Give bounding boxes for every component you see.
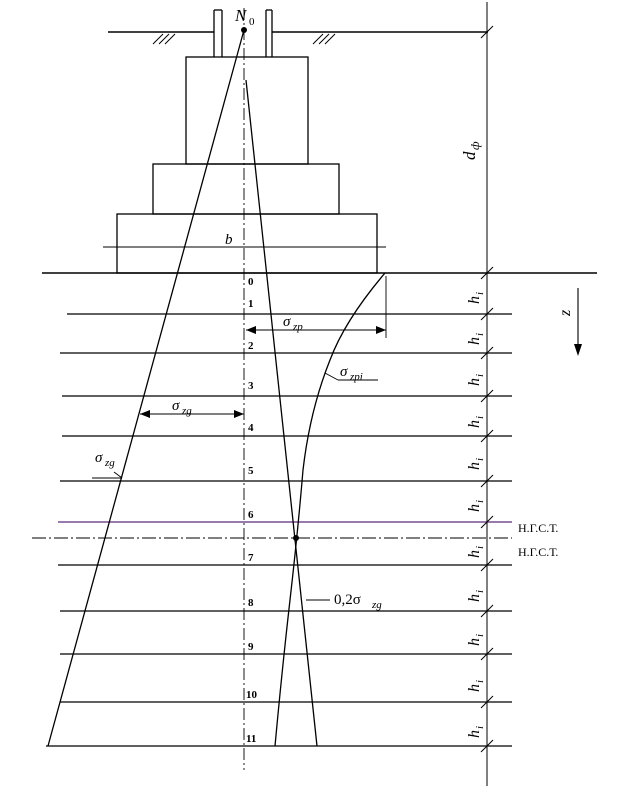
label-h-i-2 — [466, 333, 486, 345]
layer-number-7: 7 — [248, 552, 254, 564]
svg-text:h: h — [466, 594, 483, 602]
svg-text:h: h — [466, 462, 483, 470]
layer-number-10: 10 — [246, 689, 257, 701]
label-b: b — [225, 232, 233, 248]
sigma-zpi-leader — [325, 373, 338, 380]
label-groundwater-1: Н.Г.С.Т. — [518, 521, 559, 535]
label-h-i-5 — [466, 458, 486, 470]
label-h-i-11 — [466, 726, 486, 738]
svg-text:zpi: zpi — [350, 371, 363, 383]
layer-number-1: 1 — [248, 298, 254, 310]
layer-number-8: 8 — [248, 597, 254, 609]
svg-text:h: h — [466, 420, 483, 428]
svg-text:h: h — [466, 638, 483, 646]
svg-text:i: i — [474, 499, 486, 503]
sigma-zg-outer-line — [48, 30, 244, 746]
svg-text:h: h — [466, 296, 483, 304]
layer-number-6: 6 — [248, 509, 254, 521]
label-h-i-10 — [466, 680, 486, 692]
svg-text:i: i — [474, 332, 486, 336]
svg-text:zg: zg — [182, 405, 192, 417]
sigma-02zg-line — [246, 80, 317, 746]
label-h-i-8 — [466, 590, 486, 602]
foundation-step-3 — [117, 214, 377, 273]
layer-number-5: 5 — [248, 465, 254, 477]
label-02-sigma-zg: 0,2σ — [334, 592, 361, 608]
svg-text:i: i — [474, 291, 486, 295]
svg-text:h: h — [466, 378, 483, 386]
label-h-i-6 — [466, 500, 486, 512]
layer-number-4: 4 — [248, 422, 254, 434]
ground-hatching-right — [313, 34, 335, 44]
layer-boundaries — [46, 314, 512, 746]
label-h-i-1 — [466, 292, 486, 304]
label-h-i-7 — [466, 546, 486, 558]
svg-text:h: h — [466, 504, 483, 512]
label-sigma-zg-inner: σ — [172, 398, 180, 414]
label-h-i-9 — [466, 634, 486, 646]
label-h-i-3 — [466, 374, 486, 386]
svg-text:zg: zg — [372, 599, 382, 611]
svg-text:d: d — [460, 151, 479, 160]
svg-text:i: i — [474, 457, 486, 461]
svg-text:0: 0 — [249, 16, 255, 28]
label-sigma-zp: σ — [283, 314, 291, 330]
intersection-point — [293, 535, 299, 541]
label-h-i-4 — [466, 416, 486, 428]
label-groundwater-2: Н.Г.С.Т. — [518, 545, 559, 559]
layer-number-11: 11 — [246, 733, 257, 745]
svg-text:i: i — [474, 679, 486, 683]
layer-number-2: 2 — [248, 340, 254, 352]
svg-text:i: i — [474, 725, 486, 729]
svg-text:zg: zg — [105, 457, 115, 469]
layer-number-9: 9 — [248, 641, 254, 653]
svg-text:i: i — [474, 633, 486, 637]
foundation-step-2 — [153, 164, 339, 214]
svg-text:i: i — [474, 373, 486, 377]
foundation-step-1 — [186, 57, 308, 164]
label-n0: N — [235, 6, 247, 25]
layer-number-3: 3 — [248, 380, 254, 392]
svg-text:ф: ф — [468, 141, 482, 150]
svg-text:i: i — [474, 415, 486, 419]
label-d-f — [460, 141, 482, 160]
label-sigma-zpi: σ — [340, 364, 348, 380]
svg-text:z: z — [557, 309, 574, 316]
svg-text:h: h — [466, 337, 483, 345]
ground-hatching-left — [153, 34, 175, 44]
svg-text:i: i — [474, 545, 486, 549]
svg-text:i: i — [474, 589, 486, 593]
svg-text:zp: zp — [293, 321, 303, 333]
label-z — [557, 309, 574, 317]
label-sigma-zg-outer: σ — [95, 450, 103, 466]
svg-text:h: h — [466, 684, 483, 692]
layer-number-0: 0 — [248, 276, 254, 288]
svg-text:h: h — [466, 730, 483, 738]
svg-text:h: h — [466, 550, 483, 558]
